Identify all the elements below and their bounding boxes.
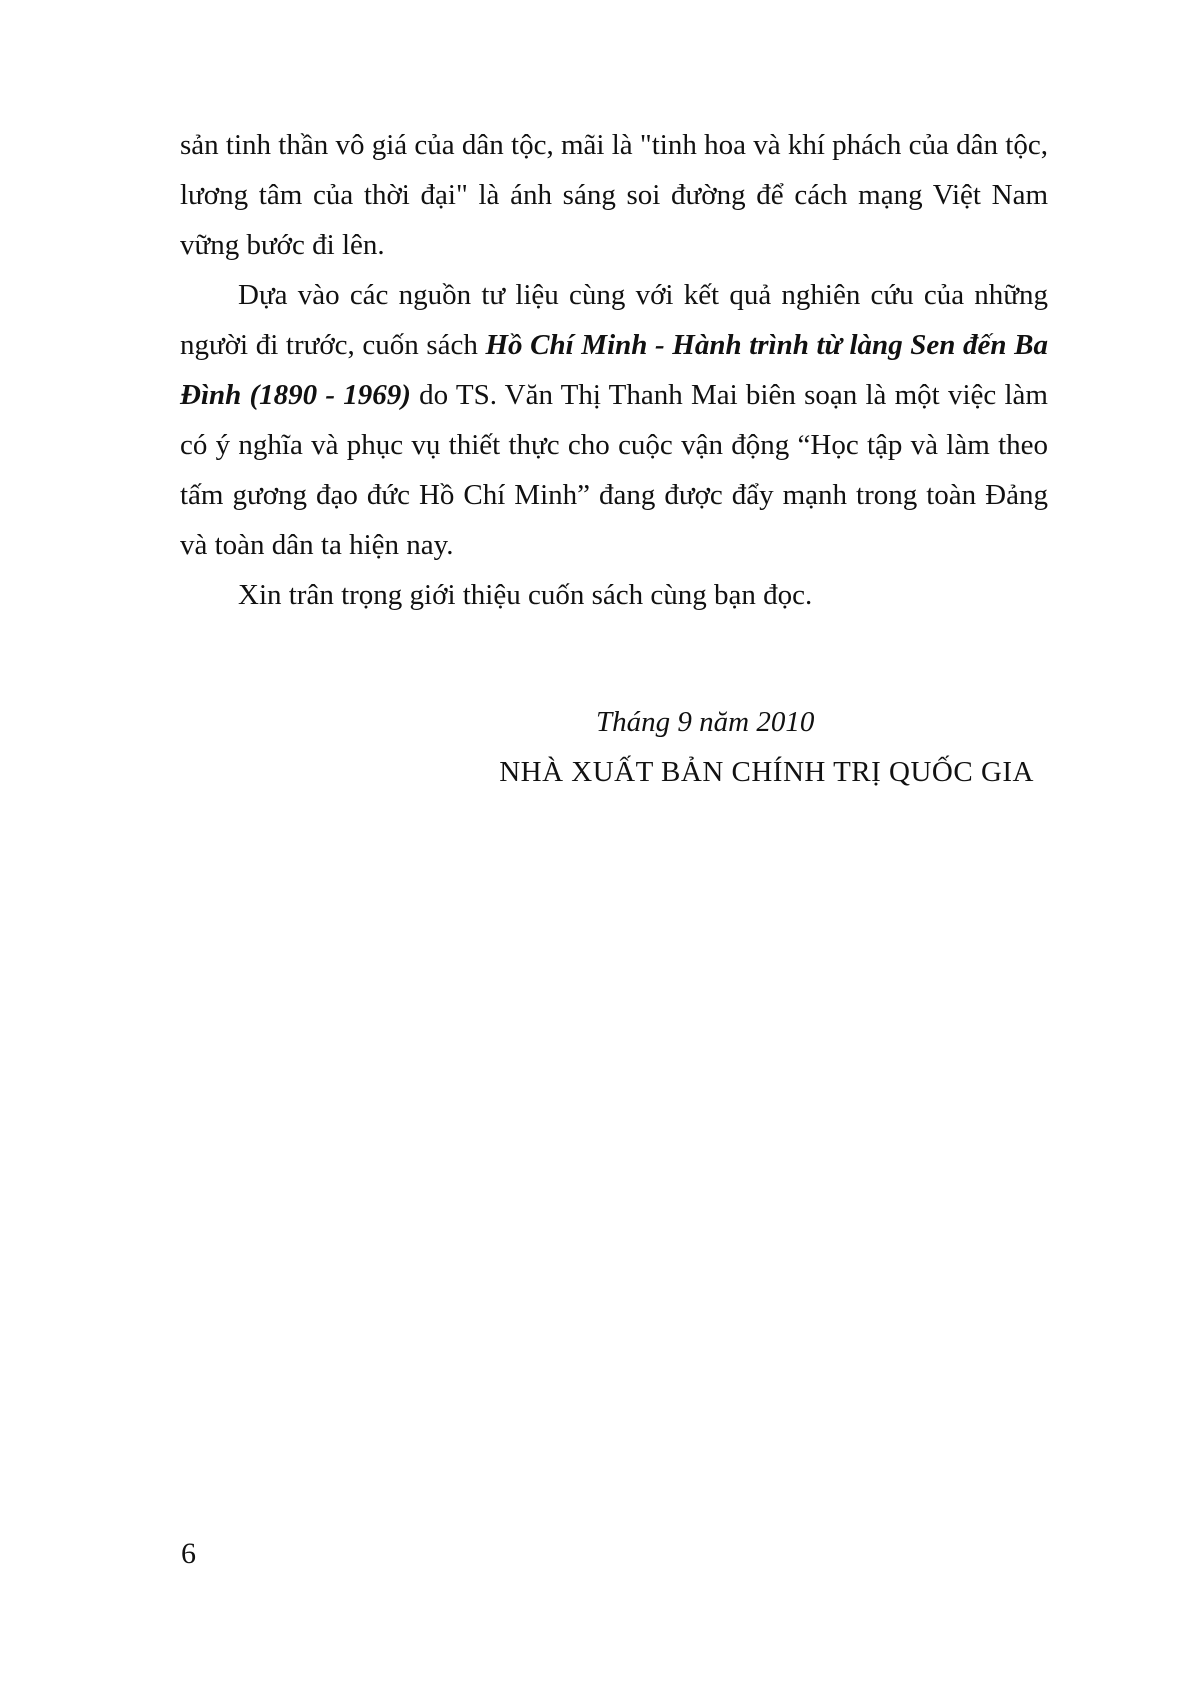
- paragraph-book-intro: [180, 270, 1048, 570]
- publisher-name: NHÀ XUẤT BẢN CHÍNH TRỊ QUỐC GIA: [499, 756, 1034, 788]
- book-title: Hồ Chí Minh - Hành trình từ làng Sen đến Ba Đình (1890 - 1969): [180, 329, 1048, 411]
- paragraph-continued: sản tinh thần vô giá của dân tộc, mãi là "tinh hoa và khí phách của dân tộc, lương tâm của thời đại" là ánh sáng soi đường để cách mạng Việt Nam vững bước đi lên.: [180, 129, 1048, 261]
- paragraph-intro-text: Dựa vào các nguồn tư liệu cùng với kết quả nghiên cứu của những người đi trước, cuốn sách: [180, 279, 1048, 361]
- signature-date: Tháng 9 năm 2010: [596, 706, 815, 738]
- body-text: [180, 120, 1048, 620]
- page-number: 6: [181, 1537, 196, 1570]
- paragraph-after-title-text: do TS. Văn Thị Thanh Mai biên soạn là một việc làm có ý nghĩa và phục vụ thiết thực cho cuộc vận động “Học tập và làm theo tấm gương đạo đức Hồ Chí Minh” đang được đẩy mạnh trong toàn Đảng và toàn dân ta hiện nay.: [180, 379, 1048, 561]
- closing-paragraph: Xin trân trọng giới thiệu cuốn sách cùng bạn đọc.: [238, 579, 813, 611]
